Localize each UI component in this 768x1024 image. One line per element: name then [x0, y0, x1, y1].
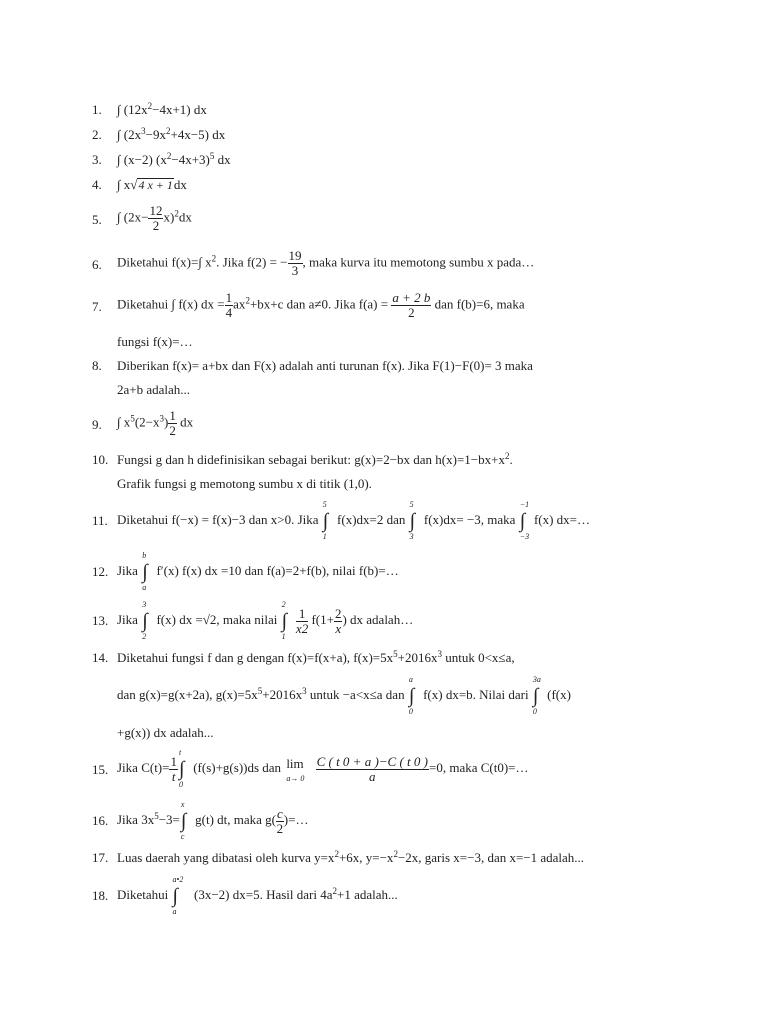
question-number: 10.: [92, 452, 109, 467]
question-number: 7.: [92, 299, 102, 314]
question-number: 12.: [92, 564, 109, 579]
integral-sign: t ∫ 0: [178, 748, 185, 789]
question-10-continuation: Grafik fungsi g memotong sumbu x di titik (1,0).: [117, 476, 372, 491]
question-text: Fungsi g dan h didefinisikan sebagai berikut: g(x)=2−bx dan $h(x)=1-bx+x^2$.: [117, 451, 513, 467]
question-number: 11.: [92, 513, 108, 528]
integral-sign: 2 ∫ 1: [281, 600, 288, 641]
question-text: ∫ (x−2) $(x^2-4x+3)^5$ dx: [117, 151, 231, 167]
question-number: 4.: [92, 177, 102, 192]
question-number: 3.: [92, 152, 102, 167]
integral-sign: 3 ∫ 2: [142, 600, 148, 641]
question-text: Diketahui f(x)=∫ $x^2$. Jika f(2) = − $\frac{19}{3}$ , maka kurva itu memotong sumbu x pada…: [117, 248, 535, 278]
question-number: 13.: [92, 613, 109, 628]
question-8-continuation: 2a+b adalah...: [117, 382, 191, 397]
question-text: ∫ $x^5(2-x^3)$ $\frac{1}{2}$ dx: [117, 408, 194, 438]
question-number: 1.: [92, 102, 102, 117]
question-14-continuation: dan g(x)=g(x+2a), $g(x)=5x^5+2016x^3$ untuk −a<x≤a dan a ∫ 0 f(x) dx=b. Nilai dari 3a ∫ 0 (f(x): [117, 675, 571, 716]
integral-sign: 5 ∫ 3: [409, 500, 416, 541]
question-text: Jika 3 ∫ 2 f(x) dx =√2, maka nilai 2 ∫ 1 $\frac{1}{x2}$ f(1+ $\frac{2}{x}$ ) dx adalah…: [117, 600, 414, 641]
question-number: 17.: [92, 850, 109, 865]
question-text: Jika C(t)= $\frac{1}{t}$ t ∫ 0 (f(s)+g(s))ds dan lim a→ 0 $\frac{C ( t 0 + a )-C ( t 0 )}{a}$ =0, maka C(t0)=…: [117, 748, 529, 789]
question-number: 2.: [92, 127, 102, 142]
question-text: Diketahui a•2 ∫ a (3x−2) dx=5. Hasil dari $4a^2+1$ adalah...: [117, 875, 398, 916]
integral-sign: 5 ∫ 1: [322, 500, 329, 541]
question-text: ∫ $(12x^2-4x+1)$ dx: [117, 101, 207, 117]
integral-sign: a•2 ∫ a: [172, 875, 184, 916]
question-text: Diketahui f(−x) = f(x)−3 dan x>0. Jika 5 ∫ 1 f(x)dx=2 dan 5 ∫ 3 f(x)dx= −3, maka −1 ∫ −3 f(x) dx=…: [117, 500, 591, 541]
question-number: 18.: [92, 888, 109, 903]
question-7-continuation: fungsi f(x)=…: [117, 334, 193, 349]
integral-sign: x ∫ c: [180, 800, 187, 841]
question-text: ∫ (2x− $\frac{12}{2}$ x)$^2$dx: [117, 203, 192, 233]
question-number: 5.: [92, 212, 102, 227]
integral-sign: 3a ∫ 0: [532, 675, 541, 716]
question-text: ∫ x√4 x + 1dx: [117, 177, 187, 192]
question-text: ∫ $(2x^3-9x^2+4x-5)$ dx: [117, 126, 226, 142]
question-number: 14.: [92, 650, 109, 665]
integral-sign: −1 ∫ −3: [519, 500, 530, 541]
question-number: 9.: [92, 417, 102, 432]
question-number: 8.: [92, 358, 102, 373]
question-text: Diberikan f(x)= a+bx dan F(x) adalah anti turunan f(x). Jika F(1)−F(0)= 3 maka: [117, 358, 533, 373]
question-number: 15.: [92, 762, 109, 777]
question-14-continuation-2: +g(x)) dx adalah...: [117, 725, 214, 740]
integral-sign: b ∫ a: [142, 551, 148, 592]
question-number: 16.: [92, 813, 109, 828]
integral-sign: a ∫ 0: [408, 675, 415, 716]
question-text: Jika $3x^5-3=$ x ∫ c g(t) dt, maka g( $\frac{c}{2}$ )=…: [117, 800, 309, 841]
question-text: Diketahui ∫ f(x) dx = $\frac{1}{4}$ $ax^2+bx+c$ dan a≠0. Jika f(a) = $\frac{a + 2 b}{2}$ dan f(b)=6, maka: [117, 290, 525, 320]
limit-operator: lim a→ 0: [286, 756, 305, 783]
question-text: Jika b ∫ a f′(x) f(x) dx =10 dan f(a)=2+f(b), nilai f(b)=…: [117, 551, 399, 592]
question-text: Diketahui fungsi f dan g dengan f(x)=f(x+a), $f(x)=5x^5+2016x^3$ untuk 0<x≤a,: [117, 649, 515, 665]
question-text: Luas daerah yang dibatasi oleh kurva $y=x^2+6x$, $y=-x^2-2x$, garis x=−3, dan x=−1 adalah...: [117, 849, 585, 865]
question-number: 6.: [92, 257, 102, 272]
